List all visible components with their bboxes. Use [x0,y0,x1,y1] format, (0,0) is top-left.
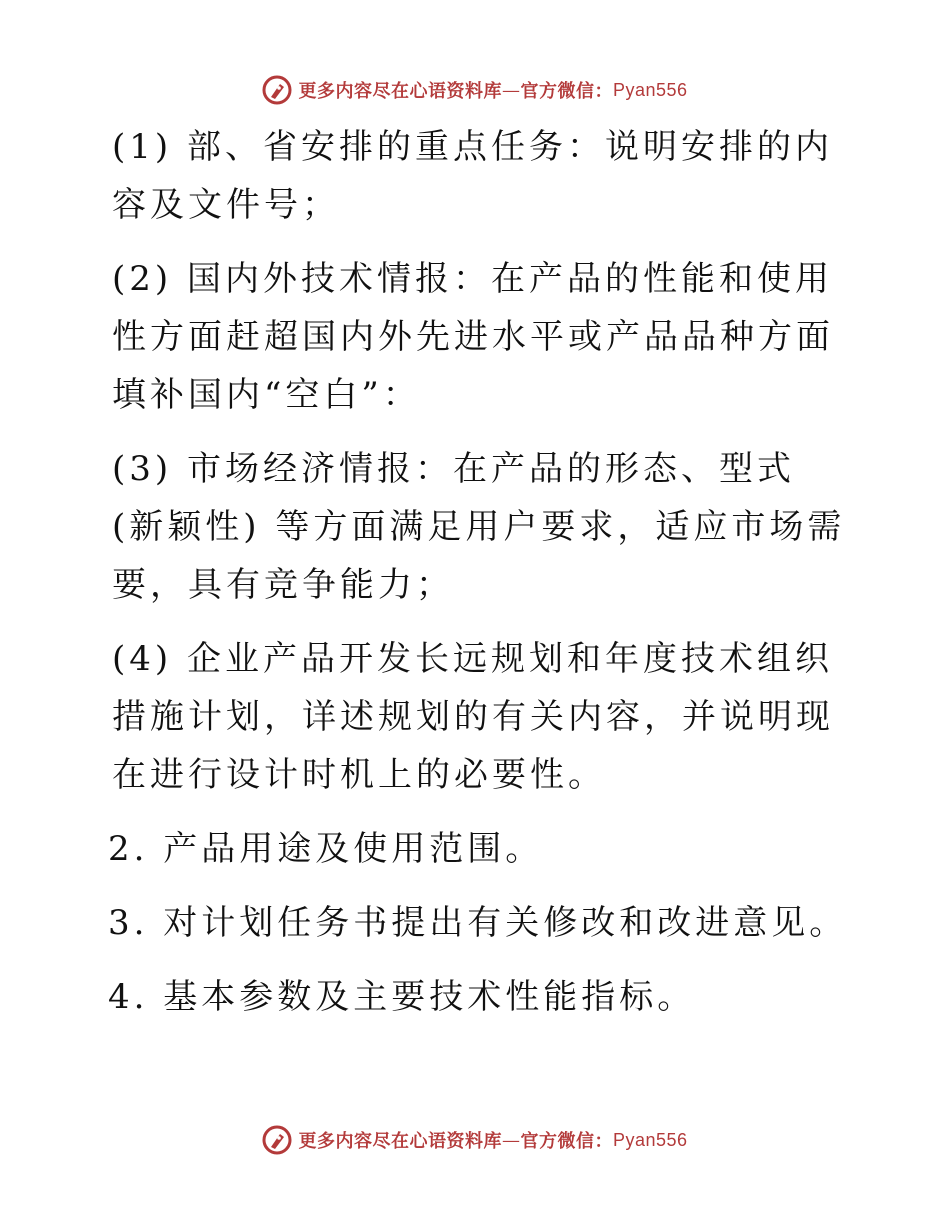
watermark-separator: — [501,79,521,101]
paragraph-1: (1) 部、省安排的重点任务：说明安排的内容及文件号； [112,127,833,225]
watermark-wechat-id: Pyan556 [612,79,688,100]
document-body [98,118,858,1042]
footer-watermark [0,1122,950,1158]
list-item-3: 3. 对计划任务书提出有关修改和改进意见。 [108,903,848,943]
header-watermark [0,72,950,108]
watermark-wechat-id: Pyan556 [612,1129,688,1150]
watermark-separator: — [501,1129,521,1151]
list-item-4: 4. 基本参数及主要技术性能指标。 [108,977,696,1017]
list-item-2: 2. 产品用途及使用范围。 [108,829,544,869]
paragraph-3: (3) 市场经济情报：在产品的形态、型式 (新颖性) 等方面满足用户要求，适应市场需要，具有竞争能力； [112,449,846,605]
watermark-label: 官方微信： [520,1131,613,1152]
pen-nib-logo-icon [262,1125,292,1155]
pen-nib-logo-icon [262,75,292,105]
paragraph-2: (2) 国内外技术情报：在产品的性能和使用性方面赶超国内外先进水平或产品品种方面填补国内“空白”： [112,259,834,415]
watermark-brand: 更多内容尽在心语资料库 [298,81,502,102]
watermark-label: 官方微信： [520,81,613,102]
watermark-brand: 更多内容尽在心语资料库 [298,1131,502,1152]
paragraph-4: (4) 企业产品开发长远规划和年度技术组织措施计划，详述规划的有关内容，并说明现在进行设计时机上的必要性。 [112,639,834,795]
